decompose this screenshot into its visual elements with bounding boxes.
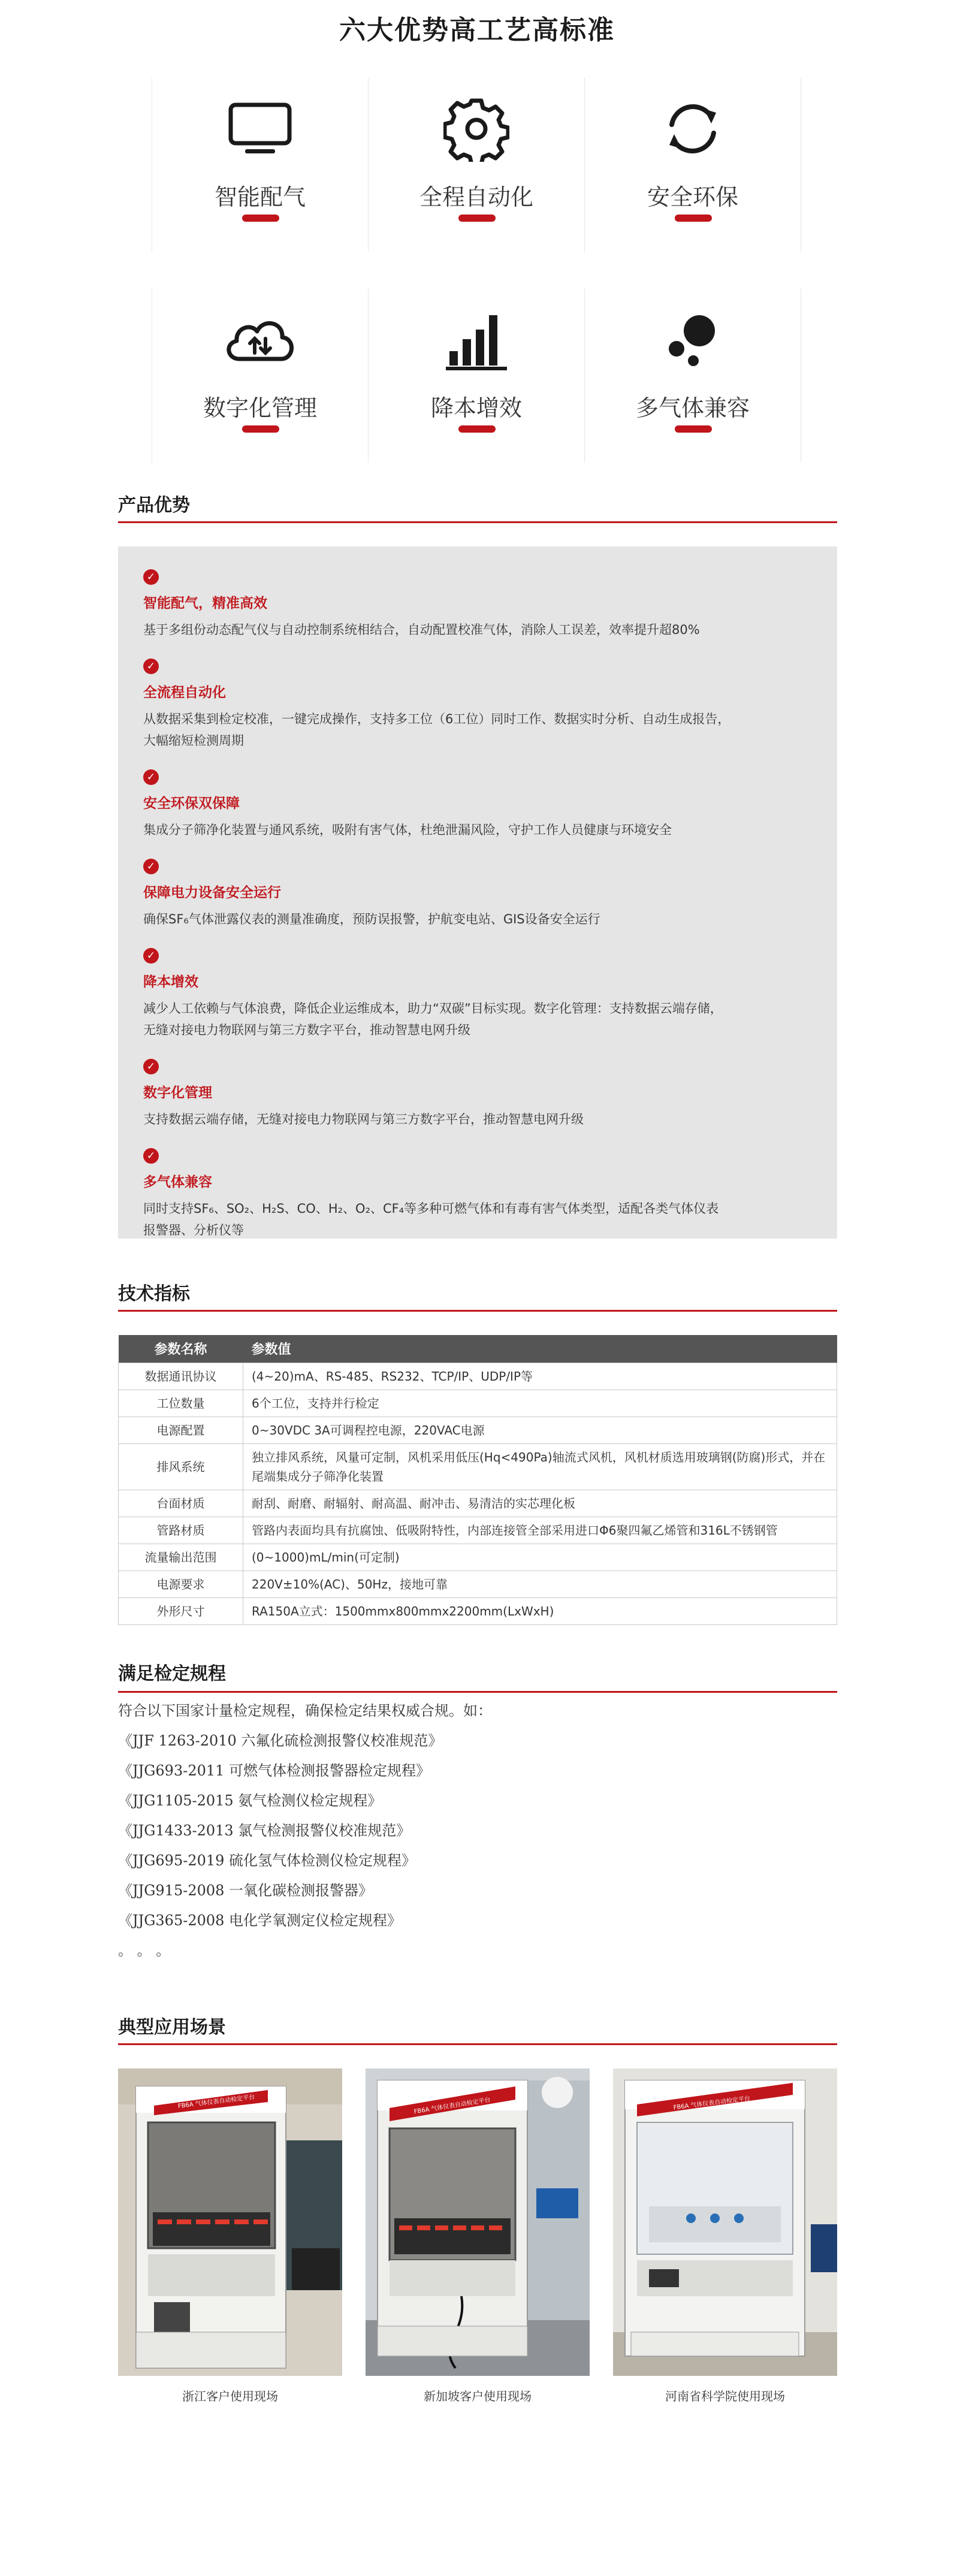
advantage-item: [143, 769, 812, 841]
advantage-item: [143, 948, 812, 1041]
table-header-row: [119, 1335, 837, 1363]
table-cell: 独立排风系统，风量可定制，风机采用低压(Hq<490Pa)轴流式风机，风机材质选用玻璃钢(防腐)形式，并在尾端集成分子筛净化装置: [243, 1443, 837, 1490]
advantage-item-text: 大幅缩短检测周期: [143, 733, 244, 748]
bar-chart-icon: [369, 307, 584, 373]
advantage-item-title: 多气体兼容: [143, 1174, 212, 1190]
advantage-item-title: 数字化管理: [143, 1085, 212, 1101]
section-title-scenes: 典型应用场景: [118, 2017, 226, 2038]
advantage-card: [152, 78, 369, 252]
cloud-sync-icon: [152, 307, 368, 373]
table-cell: 排风系统: [119, 1443, 243, 1490]
advantage-card: [584, 289, 801, 463]
check-icon: ✓: [143, 859, 159, 874]
list-ellipsis: 。 。 。: [118, 1942, 171, 1959]
advantages-row: [152, 289, 802, 463]
advantage-item-text: 从数据采集到检定校准，一键完成操作，支持多工位（6工位）同时工作、数据实时分析、自动生成报告，: [143, 712, 730, 726]
bubbles-icon: [585, 307, 801, 373]
list-item: 《JJG693-2011 可燃气体检测报警器检定规程》: [118, 1762, 431, 1779]
scene-photo: [118, 2068, 342, 2376]
advantages-row: [152, 78, 802, 252]
scene-card: [118, 2068, 342, 2404]
page-title: 六大优势高工艺高标准: [339, 15, 615, 46]
table-cell: (4~20)mA、RS-485、RS232、TCP/IP、UDP/IP等: [243, 1363, 837, 1390]
table-cell: 台面材质: [119, 1490, 243, 1517]
advantage-underline: [458, 215, 496, 222]
scene-photo: [613, 2068, 837, 2376]
section-divider: [118, 521, 837, 523]
list-item: 《JJG365-2008 电化学氧测定仪检定规程》: [118, 1912, 402, 1929]
advantage-label: 智能配气: [214, 184, 306, 210]
advantage-item-title: 保障电力设备安全运行: [143, 885, 281, 901]
advantage-label: 数字化管理: [203, 395, 317, 421]
advantage-item: [143, 859, 812, 930]
table-header-cell: 参数值: [243, 1335, 837, 1363]
advantages-panel: [118, 546, 837, 1239]
table-row: [119, 1597, 837, 1624]
table-row: [119, 1571, 837, 1597]
check-icon: ✓: [143, 948, 159, 964]
table-row: [119, 1544, 837, 1571]
advantage-underline: [675, 425, 712, 433]
table-cell: 数据通讯协议: [119, 1363, 243, 1390]
advantage-item-text: 报警器、分析仪等: [143, 1223, 244, 1237]
scene-caption: 新加坡客户使用现场: [424, 2389, 532, 2403]
spec-table: [118, 1335, 837, 1625]
scene-photo: [366, 2068, 590, 2376]
scene-card: [613, 2068, 837, 2404]
table-row: [119, 1363, 837, 1390]
scene-banner: FB6A 气体仪表自动检定平台: [413, 2097, 491, 2116]
cycle-arrows-icon: [585, 96, 801, 162]
advantage-card: [152, 289, 369, 463]
section-divider: [118, 1310, 837, 1312]
check-icon: ✓: [143, 769, 159, 785]
gear-icon: [369, 96, 584, 162]
table-cell: 220V±10%(AC)、50Hz，接地可靠: [243, 1571, 837, 1597]
scene-caption: 浙江客户使用现场: [182, 2389, 278, 2403]
check-icon: ✓: [143, 569, 159, 585]
section-title-specs: 技术指标: [118, 1284, 190, 1304]
advantage-item-title: 全流程自动化: [143, 685, 226, 700]
list-item: 《JJG1433-2013 氯气检测报警仪校准规范》: [118, 1822, 411, 1839]
scene-card: [366, 2068, 590, 2404]
advantage-item-text: 支持数据云端存储，无缝对接电力物联网与第三方数字平台，推动智慧电网升级: [143, 1112, 584, 1127]
scenes-gallery: [118, 2068, 837, 2404]
table-row: [119, 1490, 837, 1517]
advantage-item: [143, 569, 812, 641]
section-divider: [118, 1691, 837, 1693]
table-cell: 电源要求: [119, 1571, 243, 1597]
table-cell: (0~1000)mL/min(可定制): [243, 1544, 837, 1571]
advantage-underline: [458, 425, 496, 433]
monitor-icon: [152, 96, 368, 162]
check-icon: ✓: [143, 1059, 159, 1074]
table-cell: RA150A立式：1500mmx800mmx2200mm(LxWxH): [243, 1597, 837, 1624]
advantage-card: [584, 78, 801, 252]
table-cell: 耐刮、耐磨、耐辐射、耐高温、耐冲击、易清洁的实芯理化板: [243, 1490, 837, 1517]
scene-banner: FB6A 气体仪表自动检定平台: [673, 2095, 751, 2112]
advantage-underline: [242, 425, 279, 433]
advantage-card: [368, 289, 585, 463]
advantage-item-title: 智能配气，精准高效: [143, 596, 267, 611]
advantage-item-text: 同时支持SF₆、SO₂、H₂S、CO、H₂、O₂、CF₄等多种可燃气体和有毒有害气体类型，适配各类气体仪表: [143, 1201, 719, 1216]
advantage-label: 安全环保: [647, 184, 738, 210]
advantage-item-text: 无缝对接电力物联网与第三方数字平台，推动智慧电网升级: [143, 1023, 470, 1037]
standards-intro: 符合以下国家计量检定规程，确保检定结果权威合规。如：: [118, 1702, 492, 1719]
scene-caption: 河南省科学院使用现场: [665, 2389, 785, 2403]
check-icon: ✓: [143, 659, 159, 674]
table-cell: 外形尺寸: [119, 1597, 243, 1624]
table-header-cell: 参数名称: [119, 1335, 243, 1363]
advantage-item: [143, 1148, 812, 1241]
list-item: 《JJG695-2019 硫化氢气体检测仪检定规程》: [118, 1852, 416, 1869]
advantage-item-title: 安全环保双保障: [143, 796, 240, 811]
advantage-label: 降本增效: [430, 395, 522, 421]
table-cell: 管路材质: [119, 1517, 243, 1544]
table-row: [119, 1390, 837, 1417]
table-cell: 0~30VDC 3A可调程控电源，220VAC电源: [243, 1417, 837, 1443]
advantage-item-text: 确保SF₆气体泄露仪表的测量准确度，预防误报警，护航变电站、GIS设备安全运行: [143, 912, 600, 926]
table-row: [119, 1417, 837, 1443]
advantage-card: [368, 78, 585, 252]
list-item: 《JJG915-2008 一氧化碳检测报警器》: [118, 1882, 373, 1899]
advantage-item-title: 降本增效: [143, 974, 198, 990]
table-cell: 流量输出范围: [119, 1544, 243, 1571]
scene-banner: FB6A 气体仪表自动检定平台: [177, 2094, 255, 2110]
advantage-underline: [242, 215, 279, 222]
advantage-item: [143, 659, 812, 751]
section-title-standards: 满足检定规程: [118, 1663, 226, 1684]
advantage-item: [143, 1059, 812, 1130]
advantage-underline: [675, 215, 712, 222]
section-title-advantages: 产品优势: [118, 495, 190, 516]
advantage-label: 全程自动化: [419, 184, 533, 210]
check-icon: ✓: [143, 1148, 159, 1164]
advantages-grid: [152, 78, 802, 500]
table-row: [119, 1443, 837, 1490]
list-item: 《JJF 1263-2010 六氟化硫检测报警仪校准规范》: [118, 1732, 443, 1749]
list-item: 《JJG1105-2015 氨气检测仪检定规程》: [118, 1792, 382, 1809]
standards-list: [118, 1696, 837, 1965]
advantage-item-text: 集成分子筛净化装置与通风系统，吸附有害气体，杜绝泄漏风险，守护工作人员健康与环境安全: [143, 823, 672, 837]
table-cell: 工位数量: [119, 1390, 243, 1417]
advantage-item-text: 基于多组份动态配气仪与自动控制系统相结合，自动配置校准气体，消除人工误差，效率提升超80%: [143, 623, 700, 637]
table-cell: 管路内表面均具有抗腐蚀、低吸附特性，内部连接管全部采用进口Φ6聚四氟乙烯管和316L不锈钢管: [243, 1517, 837, 1544]
advantage-label: 多气体兼容: [635, 395, 750, 421]
table-row: [119, 1517, 837, 1544]
section-divider: [118, 2043, 837, 2045]
advantage-item-text: 减少人工依赖与气体浪费，降低企业运维成本，助力“双碳”目标实现。数字化管理：支持数据云端存储，: [143, 1001, 723, 1016]
table-cell: 6个工位，支持并行检定: [243, 1390, 837, 1417]
table-cell: 电源配置: [119, 1417, 243, 1443]
